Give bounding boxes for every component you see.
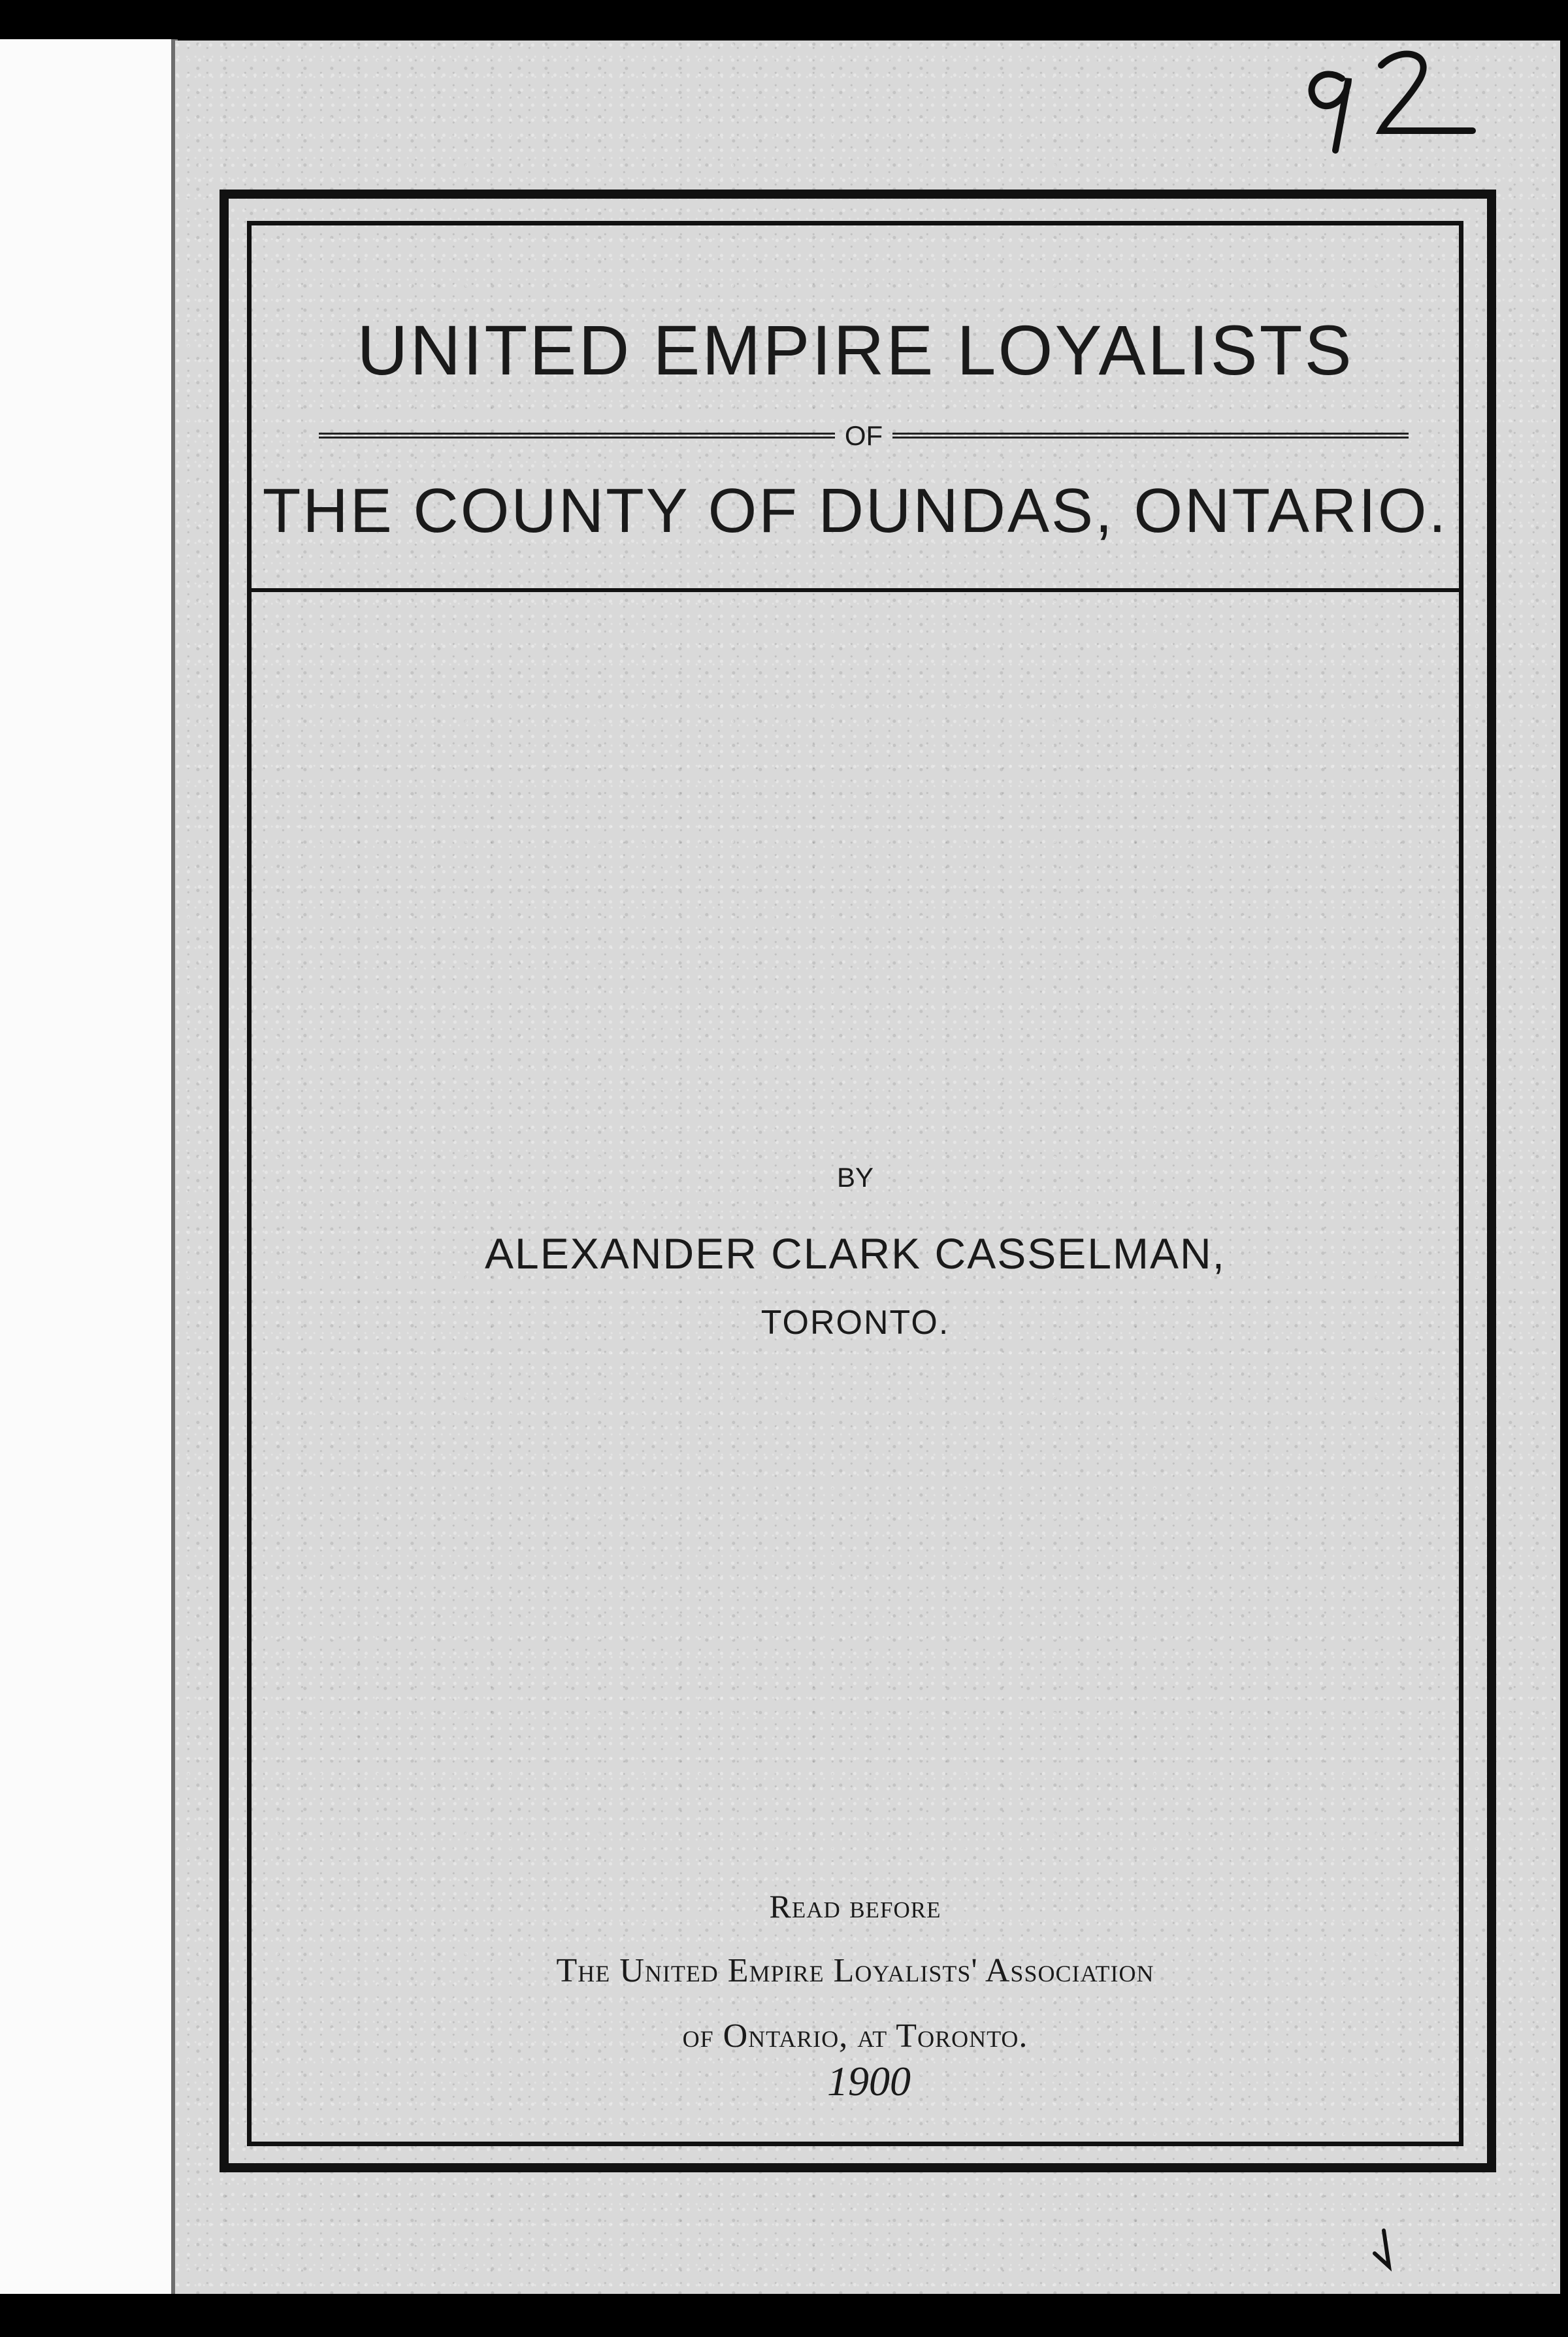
handwritten-tick-mark xyxy=(1369,2227,1409,2273)
author-name: ALEXANDER CLARK CASSELMAN, xyxy=(484,1229,1226,1278)
author-city: TORONTO. xyxy=(760,1304,950,1342)
read-before-line: Read before xyxy=(769,1888,941,1925)
location-line: of Ontario, at Toronto. xyxy=(682,2017,1028,2055)
connector-word: OF xyxy=(844,420,883,451)
title-line-1: UNITED EMPIRE LOYALISTS xyxy=(357,310,1354,390)
byline-label: BY xyxy=(836,1162,874,1193)
title-connector xyxy=(319,421,1409,451)
handwritten-year: 1900 xyxy=(827,2058,911,2104)
connector-rule-right xyxy=(892,433,1409,439)
title-line-2: THE COUNTY OF DUNDAS, ONTARIO. xyxy=(262,476,1448,546)
association-line: The United Empire Loyalists' Association xyxy=(556,1952,1154,1989)
handwritten-number-92 xyxy=(1296,39,1492,157)
connector-rule-left xyxy=(319,433,835,439)
header-divider xyxy=(247,588,1463,592)
scan-margin-strip xyxy=(0,39,171,2294)
